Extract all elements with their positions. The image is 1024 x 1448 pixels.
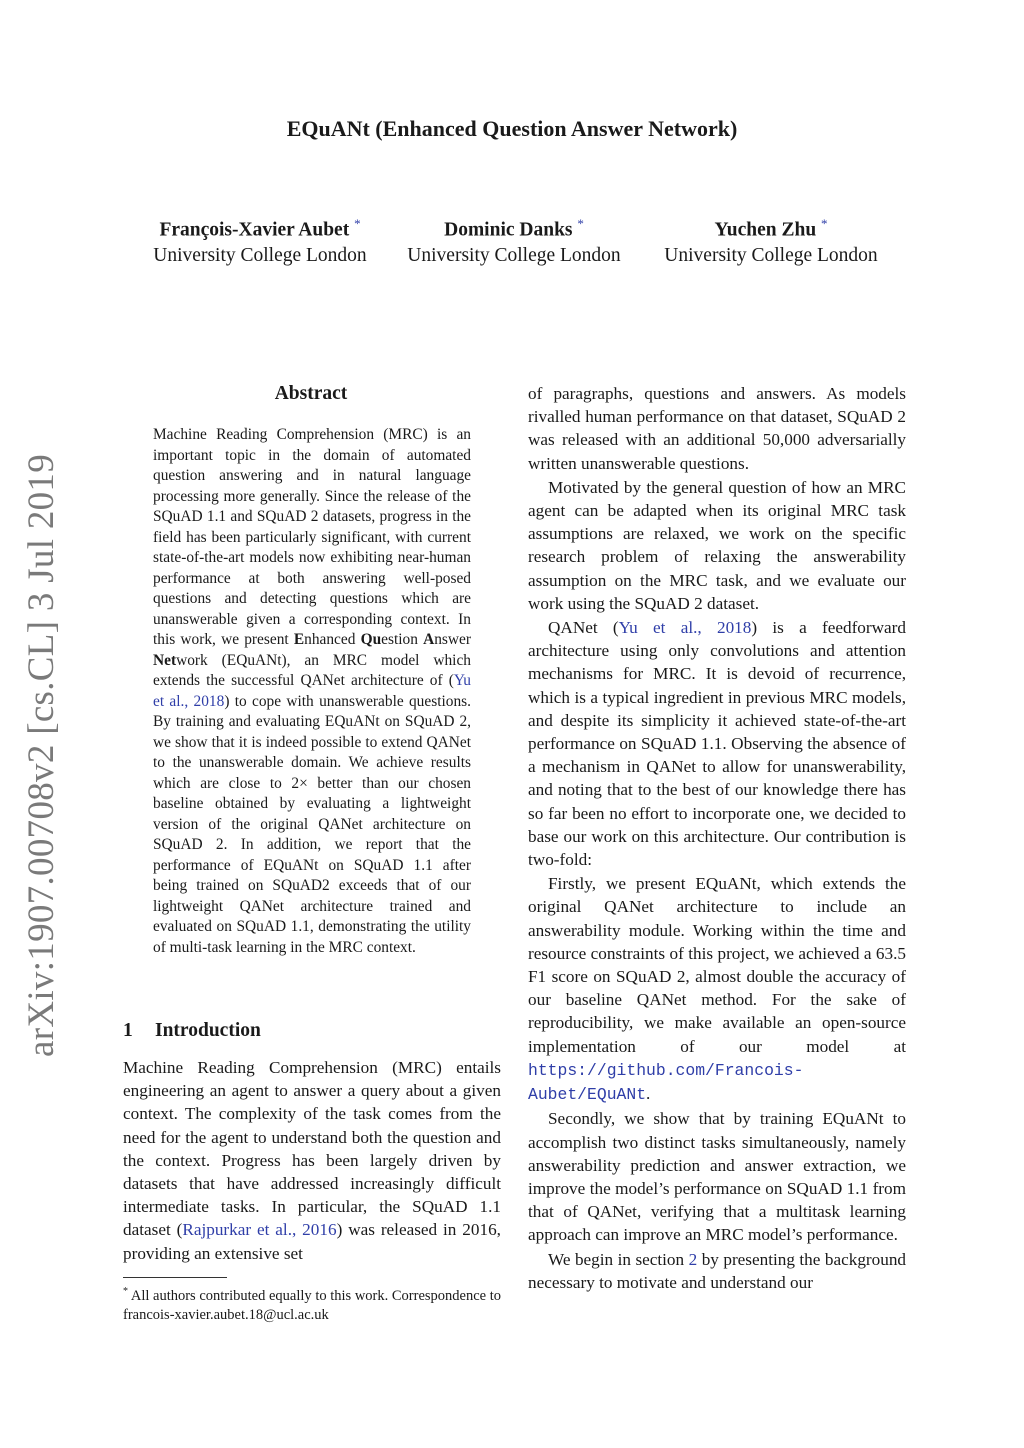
footnote-marker: * (123, 1286, 128, 1297)
paragraph: Secondly, we show that by training EQuANt to accomplish two distinct tasks simultaneously, namely answerability prediction and answer extraction, we improve the model’s performance on SQuAD 1.1 from that of QANet, verifying that a multitask learning approach can improve an MRC model’s performance. (528, 1109, 906, 1245)
abstract-body: Machine Reading Comprehension (MRC) is an important topic in the domain of automated question answering and in natural language processing more generally. Since the release of the SQuAD 1.1 and SQuAD 2 datasets, progress in the field has been particularly significant, with current state-of-the-art models now exhibiting near-human performance at both answering well-posed questions and detecting questions which are unanswerable given a corresponding context. In this work, we present Enhanced Question Answer Network (EQuANt), an MRC model which extends the successful QANet architecture of (Yu et al., 2018) to cope with unanswerable questions. By training and evaluating EQuANt on SQuAD 2, we show that it is indeed possible to extend QANet to the unanswerable domain. We achieve results which are close to 2× better than our chosen baseline obtained by evaluating a lightweight version of the original QANet architecture on SQuAD 2. In addition, we report that the performance of EQuANt on SQuAD 1.1 after being trained on SQuAD2 exceeds that of our lightweight QANet architecture trained and evaluated on SQuAD 1.1, demonstrating the utility of multi-task learning in the MRC context. (153, 426, 471, 956)
paragraph: of paragraphs, questions and answers. As models rivalled human performance on that dataset, SQuAD 2 was released with an additional 50,000 adversarially written unanswerable questions. (528, 384, 906, 473)
author-name: François-Xavier Aubet (159, 219, 350, 241)
acronym-letter: N (153, 651, 165, 669)
author-affiliation: University College London (153, 244, 367, 266)
paragraph (528, 872, 906, 1106)
paragraph-text: Machine Reading Comprehension (MRC) entails engineering an agent to answer a query about a given context. The complexity of the task comes from the need for the agent to understand both the question and the context. Progress has been largely driven by datasets that have addressed increasingly difficult intermediate tasks. In particular, the SQuAD 1.1 dataset (123, 1058, 501, 1240)
acronym-rest: estion (381, 631, 424, 648)
paragraph-text: Firstly, we present EQuANt, which extends the original QANet architecture to include an answerability module. Working within the time and resource constraints of this project, we achieved a 63.5 F1 score on SQuAD 2, almost double the accuracy of our baseline QANet method. For the sake of reproducibility, we make available an open-source implementation of our model at (528, 874, 906, 1056)
acronym-rest: nhanced (304, 631, 361, 648)
author-block-2 (379, 211, 649, 268)
footnote-text: All authors contributed equally to this work. Correspondence to francois-xavier.aubet.18@ucl.ac.uk (123, 1287, 502, 1323)
paragraph: Motivated by the general question of how an MRC agent can be adapted when its original MRC task assumptions are relaxed, we work on the specific research problem of relaxing the answerability assumption on the MRC task, and we evaluate our work using the SQuAD 2 dataset. (528, 477, 906, 613)
author-affiliation: University College London (664, 244, 878, 266)
paper-title: EQuANt (Enhanced Question Answer Network) (286, 116, 738, 141)
arxiv-identifier: arXiv:1907.00708v2 [cs.CL] 3 Jul 2019 (21, 453, 63, 1057)
abstract-heading: Abstract (274, 383, 348, 404)
right-column-text (528, 382, 906, 1294)
github-link[interactable]: https://github.com/Francois-Aubet/EQuANt (528, 1060, 804, 1105)
paragraph-text: is a feedforward architecture using only convolutions and attention mechanisms for MRC. It is devoid of recurrence, which is a typical ingredient in previous MRC models, and despite its simplicity it achieved state-of-the-art performance on SQuAD 1.1. Observing the absence of a mechanism in QANet to allow for unanswerability, and noting that to the best of our knowledge there has so far been no effort to incorporate one, we decided to base our work on this architecture. Our contribution is two-fold: (528, 618, 906, 870)
abstract-text: Machine Reading Comprehension (MRC) is an important topic in the domain of automated question answering and in natural language processing more generally. Since the release of the SQuAD 1.1 and SQuAD 2 datasets, progress in the field has been particularly significant, with current state-of-the-art models now exhibiting near-human performance at both answering well-posed questions and detecting questions which are unanswerable given a corresponding context. In this work, we present (153, 426, 471, 648)
paragraph (528, 1248, 906, 1294)
left-column-text: Machine Reading Comprehension (MRC) entails engineering an agent to answer a query about a given context. The complexity of the task comes from the need for the agent to understand both the question and the context. Progress has been largely driven by datasets that have addressed increasingly difficult intermediate tasks. In particular, the SQuAD 1.1 dataset (Rajpurkar et al., 2016) was released in 2016, providing an extensive set (123, 1058, 501, 1263)
citation-link[interactable]: Yu et al., 2018 (618, 618, 752, 638)
author-name: Dominic Danks (444, 219, 573, 241)
acronym-letter: Qu (360, 631, 382, 648)
acronym-letter: t (170, 651, 177, 669)
arxiv-sidebar-stamp (21, 453, 63, 1057)
paragraph-text: was released in 2016, providing an extensive set (123, 1220, 501, 1263)
author-name: Yuchen Zhu (714, 219, 817, 241)
acronym-rest: nswer (434, 631, 471, 648)
citation-link[interactable]: Yu et al., 2018 (153, 672, 471, 710)
paragraph-text: QANet (548, 618, 598, 638)
footnote-divider (123, 1277, 227, 1278)
author-block-3 (636, 211, 906, 268)
citation-link[interactable]: Rajpurkar et al., 2016 (182, 1220, 337, 1240)
acronym-letter: E (293, 631, 305, 648)
paragraph-text: . (646, 1084, 651, 1104)
section-title: Introduction (155, 1020, 261, 1041)
author-affiliation: University College London (407, 244, 621, 266)
author-marker: * (577, 216, 584, 231)
paragraph-text: We begin in section (548, 1249, 685, 1269)
acronym-letter: e (164, 651, 171, 669)
author-marker: * (821, 216, 828, 231)
acronym-letter: A (423, 631, 435, 648)
section-heading (123, 1020, 261, 1042)
abstract-text: to cope with unanswerable questions. By training and evaluating EQuANt on SQuAD 2, we show that it is indeed possible to extend QANet to the unanswerable domain. We achieve results which are close to 2× better than our chosen baseline obtained by evaluating a lightweight version of the original QANet architecture on SQuAD 2. In addition, we report that the performance of EQuANt on SQuAD 1.1 after being trained on SQuAD2 exceeds that of our lightweight QANet architecture trained and evaluated on SQuAD 1.1, demonstrating the utility of multi-task learning in the MRC context. (153, 692, 471, 956)
author-marker: * (354, 216, 361, 231)
paragraph-text: by presenting the background necessary to motivate and understand our (528, 1249, 907, 1292)
paragraph: QANet (Yu et al., 2018) is a feedforward architecture using only convolutions and attention mechanisms for MRC. It is devoid of recurrence, which is a typical ingredient in previous MRC models, and despite its simplicity it achieved state-of-the-art performance on SQuAD 1.1. Observing the absence of a mechanism in QANet to allow for unanswerability, and noting that to the best of our knowledge there has so far been no effort to incorporate one, we decided to base our work on this architecture. Our contribution is two-fold: (528, 618, 906, 870)
abstract-text: (EQuANt), an MRC model which extends the successful QANet architecture of (153, 651, 471, 689)
acronym-rest: work (176, 651, 208, 669)
author-block-1 (125, 211, 395, 268)
footnote (123, 1282, 501, 1325)
section-ref-link[interactable]: 2 (688, 1249, 698, 1269)
section-number: 1 (123, 1020, 133, 1041)
